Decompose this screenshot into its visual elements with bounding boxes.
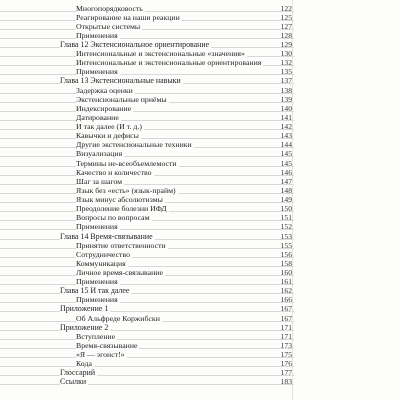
leader-line: [0, 120, 294, 121]
toc-entry-title: Задержка оценки: [76, 85, 133, 95]
toc-section-row: [0, 195, 400, 204]
toc-page-number: 171: [280, 322, 292, 332]
leader-line: [0, 129, 294, 130]
toc-page-number: 176: [280, 359, 292, 369]
toc-section-row: [0, 295, 400, 304]
leader-line: [0, 330, 294, 331]
toc-chapter-row: [0, 232, 400, 241]
toc-section-row: [0, 259, 400, 268]
toc-chapter-row: [0, 286, 400, 295]
toc-entry-title: Визуализация: [76, 149, 123, 159]
toc-section-row: [0, 122, 400, 131]
toc-page-number: 175: [280, 350, 292, 360]
leader-line: [0, 184, 294, 185]
toc-section-row: [0, 250, 400, 259]
leader-line: [0, 311, 294, 312]
toc-section-row: [0, 277, 400, 286]
leader-line: [0, 111, 294, 112]
toc-page-number: 147: [280, 176, 292, 186]
toc-entry-title: Интенсиональные и экстенсиональные «значения»: [76, 49, 245, 59]
leader-line: [0, 266, 294, 267]
toc-section-row: [0, 168, 400, 177]
toc-section-row: [0, 140, 400, 149]
toc-page-number: 150: [280, 204, 292, 214]
toc-section-row: [0, 13, 400, 22]
toc-section-row: [0, 177, 400, 186]
toc-page-number: 158: [280, 258, 292, 268]
toc-entry-title: Шаг за шагом: [76, 176, 123, 186]
toc-page-number: 140: [280, 103, 292, 113]
toc-page-number: 128: [280, 30, 292, 40]
leader-line: [0, 74, 294, 75]
toc-page-number: 160: [280, 267, 292, 277]
leader-line: [0, 284, 294, 285]
toc-entry-title: Кавычки и дефисы: [76, 131, 139, 141]
toc-entry-title: Вступление: [76, 331, 116, 341]
toc-section-row: [0, 149, 400, 158]
toc-entry-title: Реагирование на наши реакции: [76, 12, 180, 22]
toc-section-row: [0, 332, 400, 341]
toc-entry-title: Другие экстенсиональные техники: [76, 140, 192, 150]
leader-line: [0, 38, 294, 39]
toc-chapter-row: [0, 377, 400, 386]
toc-page-number: 152: [280, 222, 292, 232]
toc-chapter-row: [0, 304, 400, 313]
toc-entry-title: Коммуникация: [76, 258, 126, 268]
toc-page-number: 122: [280, 3, 292, 13]
toc-entry-title: Глава 12 Экстенсиональное ориентирование: [60, 39, 210, 49]
toc-page-number: 125: [280, 12, 292, 22]
toc-page-number: 167: [280, 313, 292, 323]
toc-section-row: [0, 204, 400, 213]
toc-section-row: [0, 67, 400, 76]
leader-line: [0, 11, 294, 12]
toc-entry-title: Индексирование: [76, 103, 132, 113]
toc-page-number: 177: [280, 368, 292, 378]
toc-page-number: 149: [280, 195, 292, 205]
toc-page-number: 142: [280, 122, 292, 132]
toc-section-row: [0, 31, 400, 40]
leader-line: [0, 357, 294, 358]
toc-section-row: [0, 86, 400, 95]
toc-section-row: [0, 104, 400, 113]
toc-page-number: 183: [280, 377, 292, 387]
toc-entry-title: Кода: [76, 359, 92, 369]
toc-entry-title: Вопросы по вопросам: [76, 213, 150, 223]
toc-entry-title: Принятие ответственности: [76, 240, 166, 250]
toc-entry-title: Преодоление болезни ИФД: [76, 204, 167, 214]
toc-page-number: 137: [280, 76, 292, 86]
toc-page-number: 167: [280, 304, 292, 314]
toc-entry-title: Применения: [76, 295, 118, 305]
toc-page-number: 129: [280, 39, 292, 49]
toc-entry-title: Датирование: [76, 112, 119, 122]
toc-entry-title: «Я — эгоист!»: [76, 350, 125, 360]
toc-section-row: [0, 159, 400, 168]
toc-entry-title: Личное время-связывание: [76, 267, 163, 277]
toc-chapter-row: [0, 368, 400, 377]
toc-entry-title: Приложение 1: [60, 304, 109, 314]
toc-entry-title: Экстенсиональные приёмы: [76, 94, 167, 104]
toc-entry-title: Открытые системы: [76, 21, 141, 31]
leader-line: [0, 348, 294, 349]
toc-entry-title: Время-связывание: [76, 340, 138, 350]
toc-page-number: 143: [280, 131, 292, 141]
toc-page-number: 127: [280, 21, 292, 31]
toc-section-row: [0, 341, 400, 350]
toc-chapter-row: [0, 40, 400, 49]
toc-page-number: 144: [280, 140, 292, 150]
toc-page-number: 146: [280, 167, 292, 177]
toc-section-row: [0, 49, 400, 58]
leader-line: [0, 257, 294, 258]
toc-page-number: 135: [280, 67, 292, 77]
toc-page-number: 145: [280, 158, 292, 168]
leader-line: [0, 339, 294, 340]
toc-section-row: [0, 241, 400, 250]
toc-entry-title: Сотрудничество: [76, 249, 130, 259]
leader-line: [0, 138, 294, 139]
toc-section-row: [0, 186, 400, 195]
leader-line: [0, 375, 294, 376]
toc-entry-title: Глава 13 Экстенсиональные навыки: [60, 76, 181, 86]
toc-entry-title: Применения: [76, 222, 118, 232]
toc-section-row: [0, 131, 400, 140]
toc-page-number: 151: [280, 213, 292, 223]
toc-page-number: 173: [280, 340, 292, 350]
leader-line: [0, 366, 294, 367]
leader-line: [0, 93, 294, 94]
toc-section-row: [0, 95, 400, 104]
toc-entry-title: Применения: [76, 30, 118, 40]
toc-chapter-row: [0, 76, 400, 85]
toc-entry-title: Язык без «есть» (язык-прайм): [76, 185, 176, 195]
toc-page-number: 153: [280, 231, 292, 241]
toc-entry-title: Применения: [76, 277, 118, 287]
toc-page-number: 162: [280, 286, 292, 296]
toc-section-row: [0, 58, 400, 67]
toc-page-number: 141: [280, 112, 292, 122]
leader-line: [0, 229, 294, 230]
toc-page-number: 138: [280, 85, 292, 95]
toc-entry-title: Приложение 2: [60, 322, 109, 332]
toc-chapter-row: [0, 323, 400, 332]
toc-page-number: 145: [280, 149, 292, 159]
leader-line: [0, 384, 294, 385]
toc-entry-title: И так далее (И т. д.): [76, 122, 142, 132]
toc-page-number: 139: [280, 94, 292, 104]
toc-section-row: [0, 113, 400, 122]
toc-page-number: 130: [280, 49, 292, 59]
toc-entry-title: Ссылки: [60, 377, 87, 387]
toc-page-number: 148: [280, 185, 292, 195]
toc-section-row: [0, 268, 400, 277]
toc-entry-title: Многопорядковость: [76, 3, 143, 13]
toc-page-number: 156: [280, 249, 292, 259]
toc-page-number: 155: [280, 240, 292, 250]
toc-section-row: [0, 22, 400, 31]
toc-page-number: 171: [280, 331, 292, 341]
toc-page-number: 132: [280, 58, 292, 68]
leader-line: [0, 293, 294, 294]
toc-entry-title: Глава 14 Время-связывание: [60, 231, 153, 241]
toc-section-row: [0, 222, 400, 231]
toc-page-number: 166: [280, 295, 292, 305]
toc-entry-title: Качество и количество: [76, 167, 152, 177]
toc-entry-title: Глава 15 И так далее: [60, 286, 130, 296]
toc-section-row: [0, 359, 400, 368]
toc-entry-title: Интенсиональные и экстенсиональные ориентирования: [76, 58, 262, 68]
toc-entry-title: Язык минус абсолютизмы: [76, 195, 163, 205]
leader-line: [0, 156, 294, 157]
toc-entry-title: Об Альфреде Коржибски: [76, 313, 160, 323]
toc-entry-title: Глоссарий: [60, 368, 96, 378]
toc-entry-title: Термины не-всеобъемлемости: [76, 158, 177, 168]
toc-section-row: [0, 350, 400, 359]
toc-section-row: [0, 213, 400, 222]
toc-entry-title: Применения: [76, 67, 118, 77]
toc-section-row: [0, 4, 400, 13]
toc-page-number: 161: [280, 277, 292, 287]
toc-section-row: [0, 314, 400, 323]
leader-line: [0, 302, 294, 303]
leader-line: [0, 29, 294, 30]
